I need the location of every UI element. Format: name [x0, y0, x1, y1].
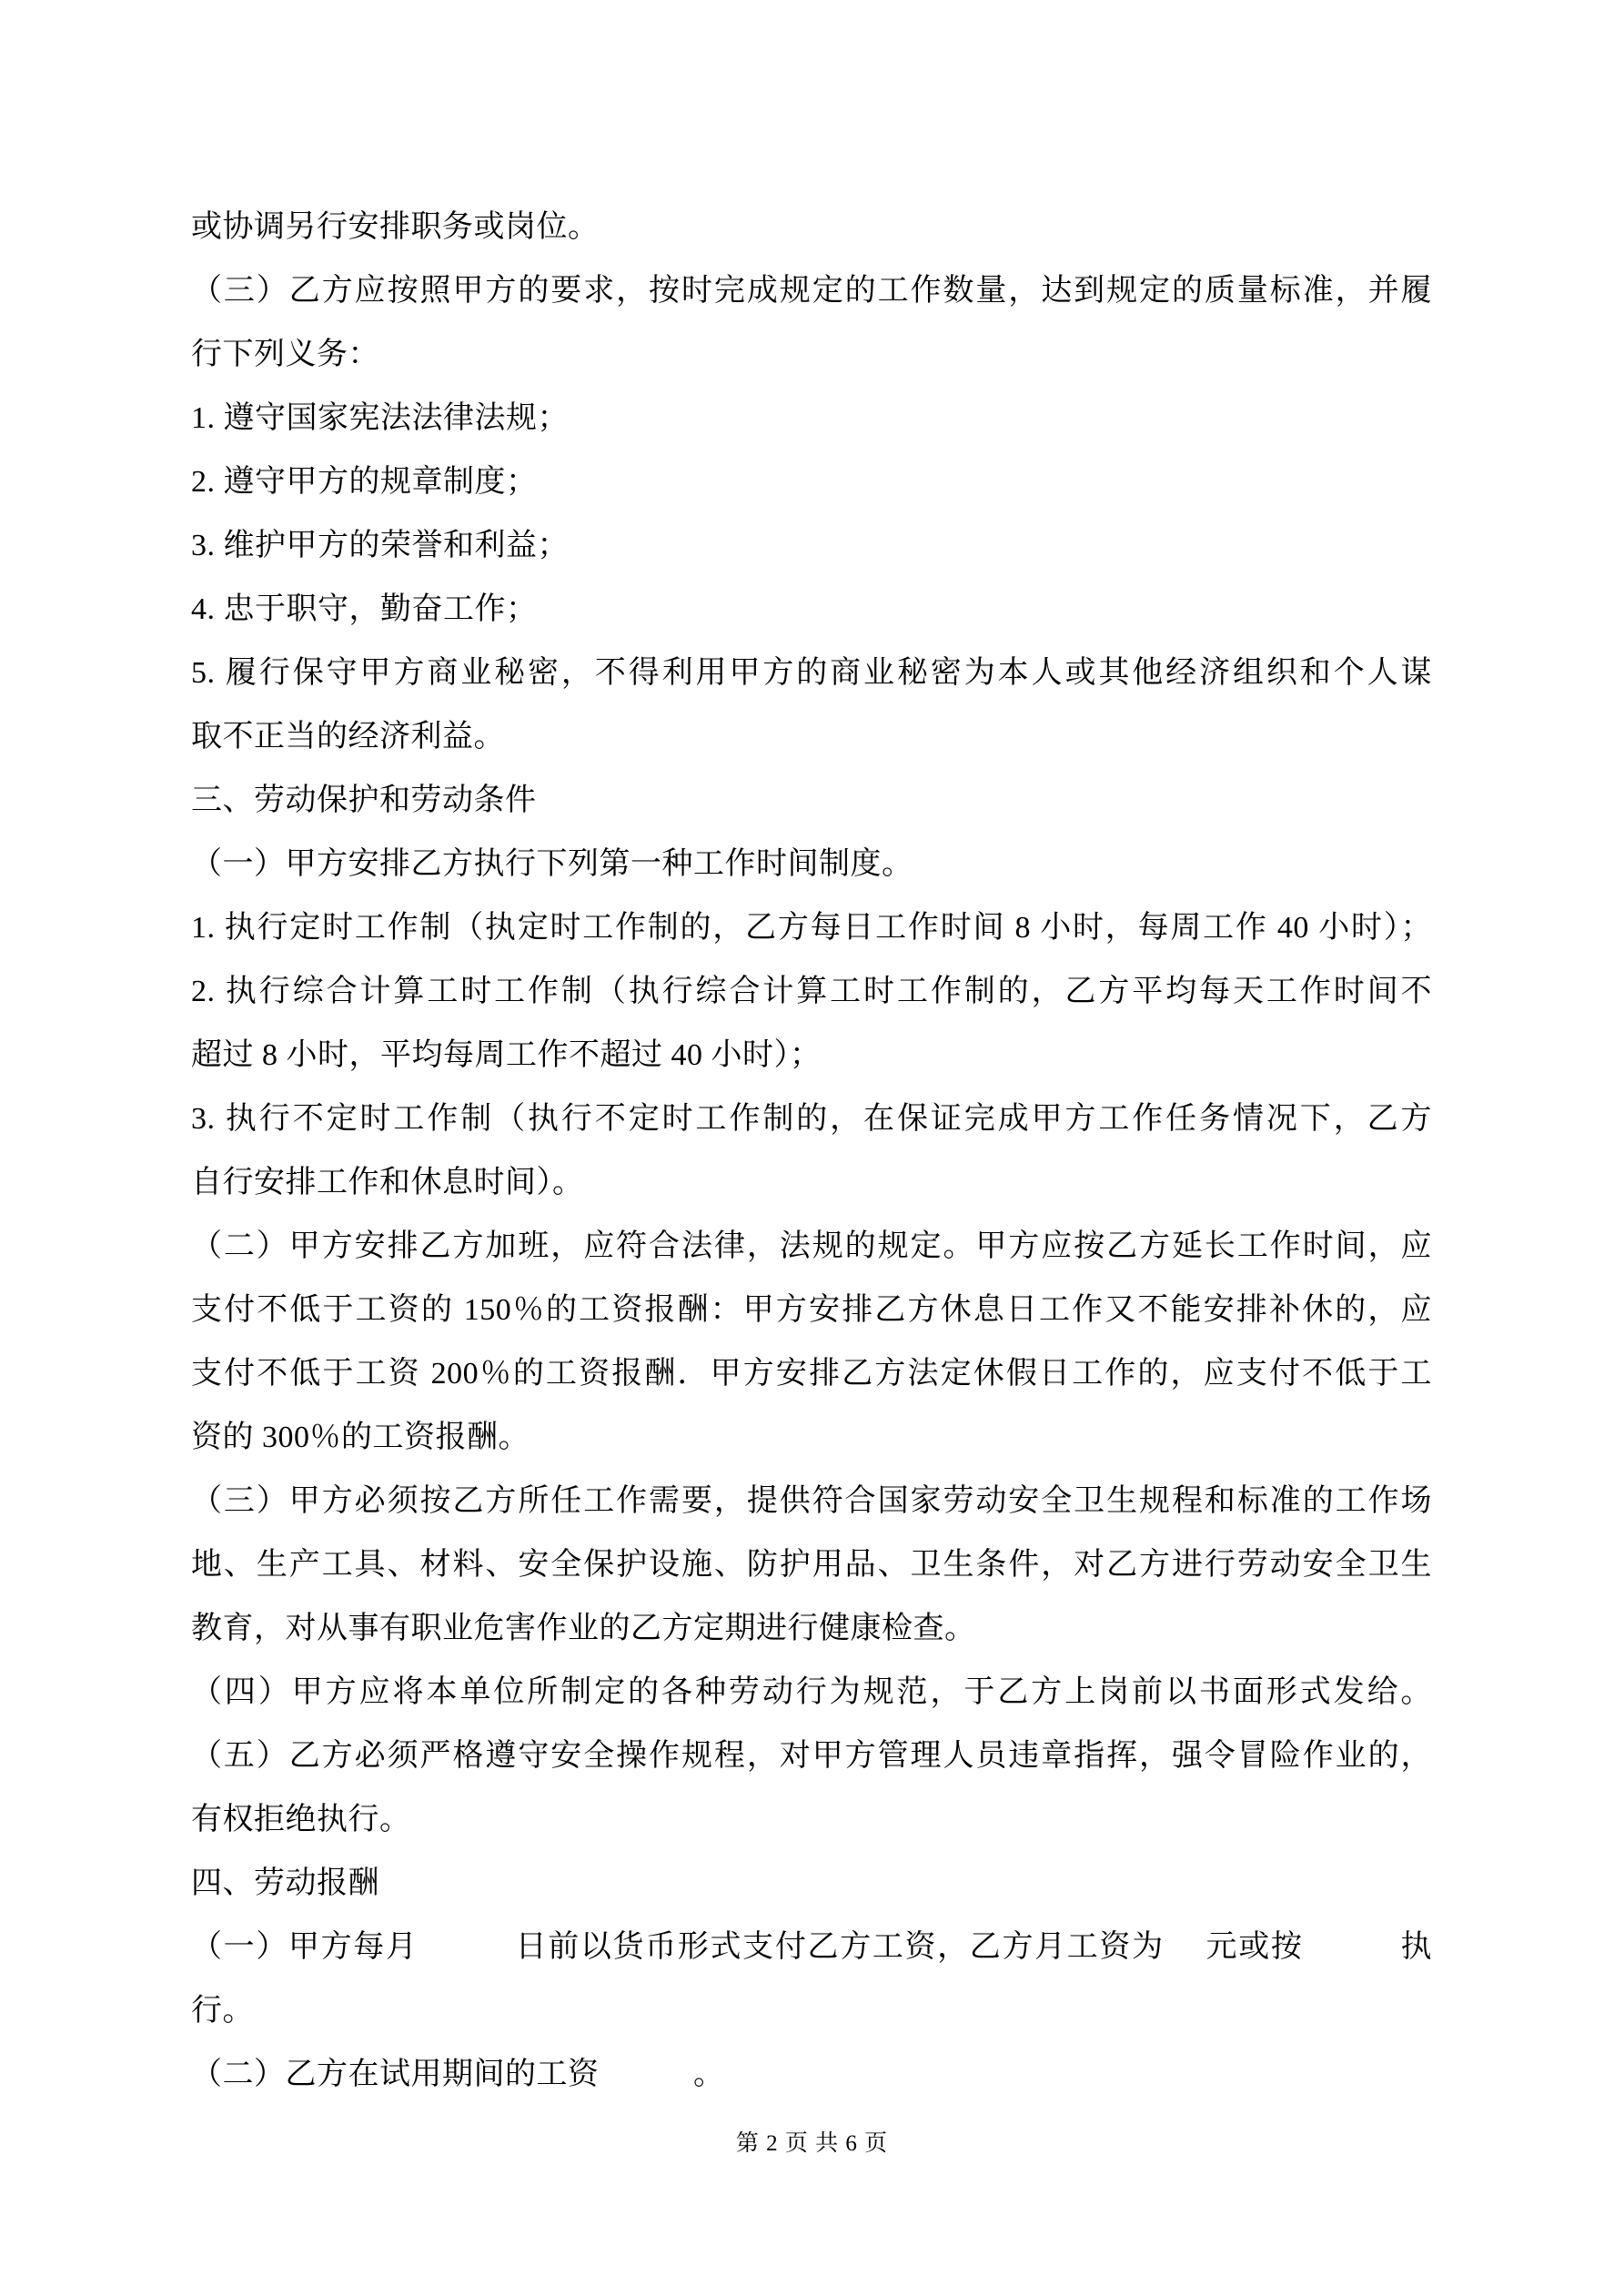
text-line: 2. 遵守甲方的规章制度； — [191, 465, 538, 499]
text-line: 4. 忠于职守，勤奋工作； — [191, 592, 538, 626]
text-line: （五）乙方必须严格遵守安全操作规程，对甲方管理人员违章指挥，强令冒险作业的， — [191, 1739, 1432, 1773]
text-line: 行。 — [191, 1994, 254, 2028]
contract-body — [191, 196, 1432, 2107]
text-line: 取不正当的经济利益。 — [191, 720, 505, 754]
page-footer: 第 2 页 共 6 页 — [735, 2131, 889, 2156]
text-line: 三、劳动保护和劳动条件 — [191, 784, 537, 817]
text-line: 支付不低于工资 200％的工资报酬．甲方安排乙方法定休假日工作的，应支付不低于工 — [191, 1357, 1432, 1391]
text-line: 3. 执行不定时工作制（执行不定时工作制的，在保证完成甲方工作任务情况下，乙方 — [191, 1102, 1432, 1136]
text-line: 自行安排工作和休息时间）。 — [191, 1166, 584, 1199]
text-line: 或协调另行安排职务或岗位。 — [191, 210, 600, 244]
text-line: （四）甲方应将本单位所制定的各种劳动行为规范，于乙方上岗前以书面形式发给。 — [191, 1675, 1432, 1709]
text-line: 四、劳动报酬 — [191, 1866, 379, 1900]
text-line: 地、生产工具、材料、安全保护设施、防护用品、卫生条件，对乙方进行劳动安全卫生 — [191, 1548, 1432, 1582]
text-line: （一）甲方安排乙方执行下列第一种工作时间制度。 — [191, 847, 913, 881]
text-line: （二）甲方安排乙方加班，应符合法律，法规的规定。甲方应按乙方延长工作时间，应 — [191, 1229, 1432, 1263]
text-line: 1. 遵守国家宪法法律法规； — [191, 401, 569, 435]
text-line: 行下列义务： — [191, 338, 379, 371]
text-line: 超过 8 小时，平均每周工作不超过 40 小时）； — [191, 1038, 822, 1072]
text-line: 2. 执行综合计算工时工作制（执行综合计算工时工作制的，乙方平均每天工作时间不 — [191, 975, 1432, 1008]
text-line: 1. 执行定时工作制（执定时工作制的，乙方每日工作时间 8 小时，每周工作 40 小时）； — [191, 911, 1432, 945]
text-line: 5. 履行保守甲方商业秘密，不得利用甲方的商业秘密为本人或其他经济组织和个人谋 — [191, 656, 1432, 690]
text-line: （二）乙方在试用期间的工资 。 — [191, 2058, 725, 2091]
text-line: （一）甲方每月 日前以货币形式支付乙方工资，乙方月工资为 元或按 执 — [191, 1930, 1432, 1964]
text-line: （三）甲方必须按乙方所任工作需要，提供符合国家劳动安全卫生规程和标准的工作场 — [191, 1484, 1432, 1518]
text-line: 支付不低于工资的 150％的工资报酬：甲方安排乙方休息日工作又不能安排补休的，应 — [191, 1293, 1432, 1327]
text-line: 资的 300％的工资报酬。 — [191, 1421, 530, 1454]
text-line: 有权拒绝执行。 — [191, 1803, 411, 1836]
text-line: （三）乙方应按照甲方的要求，按时完成规定的工作数量，达到规定的质量标准，并履 — [191, 274, 1432, 308]
text-line: 3. 维护甲方的荣誉和利益； — [191, 529, 569, 562]
text-line: 教育，对从事有职业危害作业的乙方定期进行健康检查。 — [191, 1612, 976, 1645]
